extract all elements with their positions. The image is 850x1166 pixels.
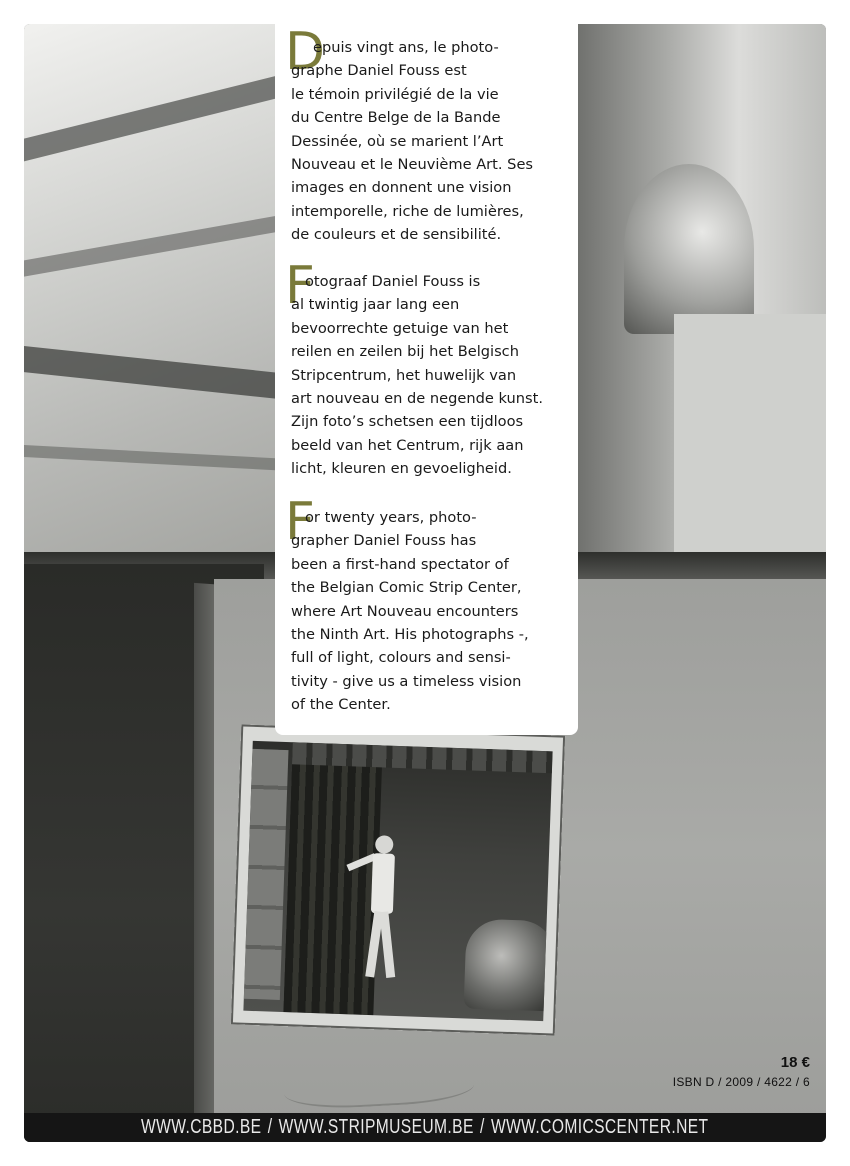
paragraph-dutch-text: otograaf Daniel Fouss is al twintig jaar lang een bevoorrechte getuige van het reilen en zeilen bij het Belgisch Stripcentrum, het huwelijk van art nouveau en de negende kunst. Zijn foto’s schetsen een tijdloos beeld van het Centrum, rijk aan licht, kleuren en gevoeligheid.: [291, 273, 543, 478]
paragraph-french-text: epuis vingt ans, le photo- graphe Daniel Fouss est le témoin privilégié de la vie du Centre Belge de la Bande Dessinée, où se marient l’Art Nouveau et le Neuvième Art. Ses images en donnent une vision intemporelle, riche de lumières, de couleurs et de sensibilité.: [291, 39, 534, 244]
stage-props: [464, 918, 553, 1011]
url-separator: /: [480, 1116, 485, 1138]
url-separator: /: [267, 1116, 273, 1138]
diorama-shutter: [244, 749, 289, 1000]
right-panel: [674, 314, 826, 584]
diorama-window: [243, 741, 552, 1021]
url-comicscenter[interactable]: WWW.COMICSCENTER.NET: [491, 1116, 709, 1138]
price-label: 18 €: [780, 1054, 810, 1071]
figure-leg: [379, 911, 395, 978]
dropcap-english: F: [285, 492, 315, 552]
url-stripmuseum[interactable]: WWW.STRIPMUSEUM.BE: [278, 1116, 474, 1138]
paragraph-english-text: or twenty years, photo- grapher Daniel Fouss has been a first-hand spectator of the Belgian Comic Strip Center, where Art Nouveau encounters the Ninth Art. His photographs -, full of light, colours and sensi- tivity - give us a timeless vision of the Center.: [291, 509, 529, 714]
paragraph-english: [291, 506, 573, 717]
url-cbbd[interactable]: WWW.CBBD.BE: [141, 1116, 262, 1138]
paragraph-dutch: [291, 270, 573, 481]
isbn-label: ISBN D / 2009 / 4622 / 6: [672, 1075, 810, 1089]
dropcap-dutch: F: [285, 256, 315, 316]
paragraph-french: [291, 36, 573, 247]
figure-head: [375, 835, 394, 854]
column-capital: [624, 164, 754, 334]
dropcap-french: D: [285, 22, 326, 82]
comic-figure: [362, 835, 401, 986]
footer-urls: [141, 1116, 708, 1139]
footer-url-bar: [24, 1113, 826, 1142]
figure-body: [371, 853, 395, 914]
